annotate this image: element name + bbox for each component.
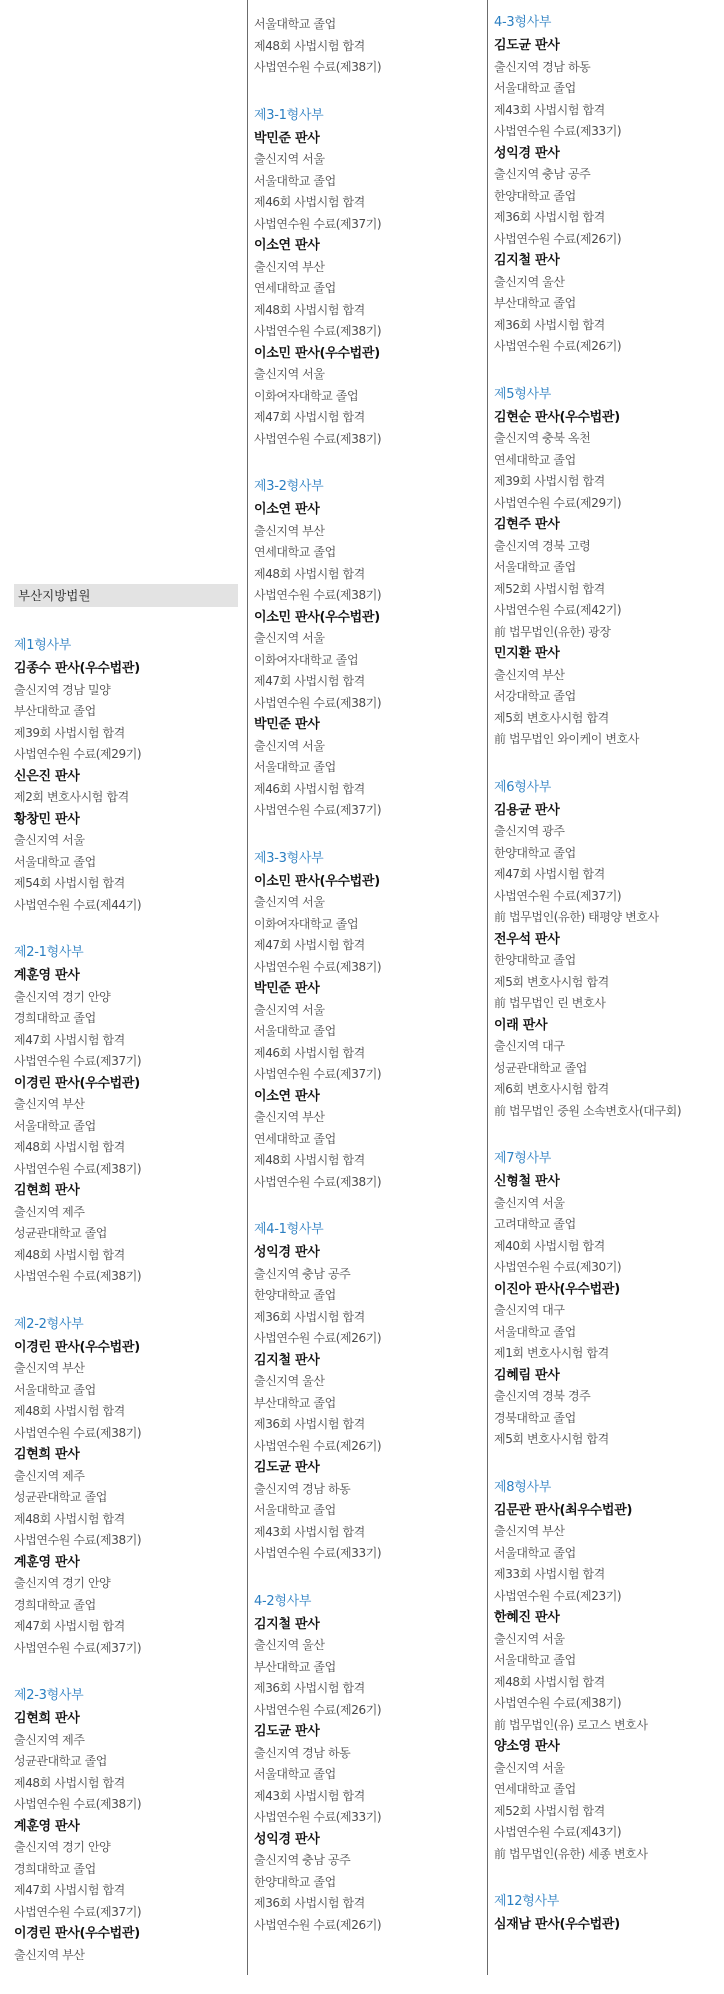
judge-detail: 제40회 사법시험 합격 <box>494 1238 605 1253</box>
division-block <box>494 1479 720 1866</box>
judge-detail: 사법연수원 수료(제38기) <box>254 1174 382 1189</box>
judge-detail: 출신지역 서울 <box>254 895 325 909</box>
judge-detail: 사법연수원 수료(제26기) <box>494 231 622 246</box>
judge-entry <box>254 1614 482 1722</box>
division-title: 제2-2형사부 <box>14 1316 84 1332</box>
division-block <box>14 637 238 916</box>
judge-detail: 출신지역 경남 하동 <box>254 1745 351 1760</box>
judge-detail: 前 법무법인 와이케이 변호사 <box>494 732 639 746</box>
judge-detail: 출신지역 서울 <box>254 738 325 753</box>
judge-entry <box>494 1736 720 1865</box>
judge-detail: 경희대학교 졸업 <box>14 1597 96 1612</box>
judge-entry <box>254 1829 482 1937</box>
judge-entry <box>254 714 482 822</box>
judge-detail: 출신지역 서울 <box>494 1195 565 1210</box>
judge-detail: 前 법무법인(유한) 광장 <box>494 624 611 639</box>
judge-detail: 사법연수원 수료(제38기) <box>14 1269 142 1283</box>
judge-entry <box>14 1073 238 1181</box>
judge-entry <box>254 499 482 607</box>
judge-detail: 출신지역 대구 <box>494 1039 565 1053</box>
judge-detail: 제47회 사법시험 합격 <box>14 1883 125 1897</box>
court-header: 부산지방법원 <box>14 584 238 607</box>
judge-detail: 이화여자대학교 졸업 <box>254 916 359 931</box>
judge-detail: 성균관대학교 졸업 <box>14 1226 107 1240</box>
judge-detail: 제6회 변호사시험 합격 <box>494 1082 609 1096</box>
judge-name: 김도균 판사 <box>254 1460 320 1475</box>
judge-detail: 출신지역 경남 하동 <box>494 59 591 74</box>
judge-detail: 사법연수원 수료(제33기) <box>254 1810 382 1824</box>
judge-detail: 사법연수원 수료(제29기) <box>494 495 622 510</box>
judge-name: 전우석 판사 <box>494 931 560 947</box>
judge-detail: 사법연수원 수료(제37기) <box>14 1640 142 1655</box>
judge-name: 이경린 판사(우수법관) <box>14 1926 140 1941</box>
judge-detail: 사법연수원 수료(제38기) <box>494 1696 622 1710</box>
judge-name: 이소민 판사(우수법관) <box>254 873 380 889</box>
judge-entry <box>494 1279 720 1365</box>
judge-name: 김도균 판사 <box>494 38 560 53</box>
judge-entry <box>494 514 720 643</box>
judge-detail: 사법연수원 수료(제38기) <box>254 588 382 602</box>
judge-detail: 제36회 사법시험 합격 <box>254 1309 365 1324</box>
judge-detail: 제48회 사법시험 합격 <box>14 1247 125 1262</box>
judge-detail: 제43회 사법시험 합격 <box>254 1524 365 1539</box>
division-title: 제12형사부 <box>494 1894 559 1909</box>
division-block <box>14 1316 238 1660</box>
judge-detail: 제48회 사법시험 합격 <box>254 566 365 581</box>
judge-detail: 출신지역 충남 공주 <box>254 1853 351 1867</box>
judge-name: 신형철 판사 <box>494 1174 560 1189</box>
judge-detail: 前 법무법인(유) 로고스 변호사 <box>494 1717 648 1732</box>
judge-detail: 출신지역 경기 안양 <box>14 1576 111 1590</box>
judge-entry <box>494 1171 720 1279</box>
judge-detail: 사법연수원 수료(제33기) <box>254 1546 382 1560</box>
judge-name: 김용균 판사 <box>494 802 560 818</box>
judge-detail: 서울대학교 졸업 <box>254 1024 336 1038</box>
judge-detail: 출신지역 서울 <box>254 367 325 381</box>
judge-detail: 출신지역 울산 <box>254 1374 325 1388</box>
judge-detail: 제5회 변호사시험 합격 <box>494 1432 609 1446</box>
judge-entry <box>254 978 482 1086</box>
judge-detail: 제1회 변호사시험 합격 <box>494 1346 609 1360</box>
judge-name: 김현희 판사 <box>14 1711 80 1726</box>
judge-name: 성익경 판사 <box>254 1831 320 1847</box>
division-block <box>254 850 482 1194</box>
judge-detail: 제46회 사법시험 합격 <box>254 1045 365 1060</box>
judge-detail: 출신지역 부산 <box>14 1097 85 1111</box>
division-title: 제4-1형사부 <box>254 1222 324 1237</box>
judge-entry <box>494 929 720 1015</box>
judge-name: 양소영 판사 <box>494 1739 560 1754</box>
judge-entry <box>14 965 238 1073</box>
judge-name: 박민준 판사 <box>254 130 320 146</box>
division-block <box>14 944 238 1288</box>
judge-detail: 출신지역 부산 <box>254 523 325 538</box>
judge-name: 민지환 판사 <box>494 646 560 661</box>
judge-detail: 사법연수원 수료(제26기) <box>494 339 622 353</box>
judge-detail: 前 법무법인(유한) 세종 변호사 <box>494 1846 648 1861</box>
judge-detail: 출신지역 경기 안양 <box>14 1840 111 1854</box>
division-title: 제3-3형사부 <box>254 850 324 866</box>
judge-detail: 제48회 사법시험 합격 <box>494 1674 605 1689</box>
judge-entry <box>254 128 482 236</box>
judge-detail: 서울대학교 졸업 <box>494 560 576 574</box>
judge-detail: 사법연수원 수료(제38기) <box>14 1533 142 1547</box>
division-block <box>14 1687 238 1966</box>
judge-detail: 서울대학교 졸업 <box>14 854 96 869</box>
judge-detail: 출신지역 경북 고령 <box>494 538 591 553</box>
judge-detail: 사법연수원 수료(제37기) <box>254 803 382 817</box>
judge-name: 심재남 판사(우수법관) <box>494 1917 620 1932</box>
judge-detail: 연세대학교 졸업 <box>254 281 336 295</box>
judge-name: 김현희 판사 <box>14 1183 80 1198</box>
judge-detail: 출신지역 제주 <box>14 1204 85 1219</box>
judge-detail: 사법연수원 수료(제38기) <box>14 1161 142 1176</box>
judge-detail: 제47회 사법시험 합격 <box>254 410 365 424</box>
judge-entry <box>494 1015 720 1123</box>
judge-detail: 출신지역 부산 <box>494 1524 565 1538</box>
judge-name: 김문관 판사(최우수법관) <box>494 1502 633 1518</box>
judge-detail: 사법연수원 수료(제38기) <box>14 1425 142 1440</box>
judge-detail: 출신지역 서울 <box>14 833 85 847</box>
judge-detail: 사법연수원 수료(제38기) <box>14 1797 142 1811</box>
judge-detail: 사법연수원 수료(제26기) <box>254 1438 382 1453</box>
judge-detail: 사법연수원 수료(제37기) <box>254 1067 382 1081</box>
judge-detail: 서울대학교 졸업 <box>494 1324 576 1339</box>
judge-detail: 제48회 사법시험 합격 <box>254 38 365 53</box>
judge-entry <box>254 343 482 451</box>
judge-entry <box>494 1500 720 1608</box>
judge-detail: 제36회 사법시험 합격 <box>254 1681 365 1695</box>
judge-detail: 출신지역 충남 공주 <box>254 1266 351 1281</box>
judge-detail: 사법연수원 수료(제23기) <box>494 1588 622 1603</box>
judge-detail: 부산대학교 졸업 <box>14 704 96 718</box>
judge-detail: 부산대학교 졸업 <box>254 1659 336 1674</box>
judge-detail: 사법연수원 수료(제38기) <box>254 431 382 446</box>
judge-name: 김종수 판사(우수법관) <box>14 661 140 676</box>
judge-detail: 경북대학교 졸업 <box>494 1410 576 1425</box>
division-block <box>254 107 482 451</box>
judge-detail: 제47회 사법시험 합격 <box>494 867 605 881</box>
judge-name: 신은진 판사 <box>14 768 80 784</box>
judge-entry <box>254 235 482 343</box>
judge-entry <box>14 1552 238 1660</box>
judge-detail: 前 법무법인 린 변호사 <box>494 996 606 1010</box>
judge-detail: 사법연수원 수료(제26기) <box>254 1917 382 1932</box>
division-block <box>494 1893 720 1936</box>
column-divider <box>247 0 248 1975</box>
judge-detail: 제36회 사법시험 합격 <box>254 1417 365 1431</box>
judge-entry <box>494 643 720 751</box>
division-block <box>494 1150 720 1451</box>
judge-name: 이소민 판사(우수법관) <box>254 609 380 625</box>
judge-detail: 성균관대학교 졸업 <box>14 1754 107 1768</box>
judge-detail: 사법연수원 수료(제38기) <box>254 695 382 710</box>
judge-name: 김지철 판사 <box>254 1616 320 1632</box>
division-block <box>254 14 482 79</box>
judge-detail: 출신지역 경남 하동 <box>254 1481 351 1496</box>
judge-name: 이경린 판사(우수법관) <box>14 1339 140 1355</box>
judge-detail: 前 법무법인(유한) 태평양 변호사 <box>494 910 659 924</box>
judge-detail: 서강대학교 졸업 <box>494 689 576 703</box>
judge-detail: 연세대학교 졸업 <box>254 545 336 559</box>
judge-detail: 제54회 사법시험 합격 <box>14 876 125 890</box>
judge-detail: 제47회 사법시험 합격 <box>14 1619 125 1633</box>
judge-name: 김지철 판사 <box>494 253 560 268</box>
judge-detail: 제47회 사법시험 합격 <box>14 1032 125 1047</box>
judge-detail: 출신지역 부산 <box>14 1361 85 1375</box>
judge-detail: 한양대학교 졸업 <box>254 1874 336 1889</box>
division-title: 제2-3형사부 <box>14 1688 84 1703</box>
judge-detail: 출신지역 부산 <box>14 1947 85 1962</box>
judge-detail: 한양대학교 졸업 <box>254 1288 336 1302</box>
column-2 <box>254 14 482 1964</box>
judge-entry <box>14 766 238 809</box>
judge-detail: 서울대학교 졸업 <box>494 81 576 95</box>
judge-entry <box>254 1721 482 1829</box>
column-3 <box>494 14 720 1964</box>
judge-detail: 제48회 사법시험 합격 <box>14 1775 125 1790</box>
judge-detail: 출신지역 경기 안양 <box>14 989 111 1004</box>
judge-name: 김도균 판사 <box>254 1724 320 1739</box>
judge-name: 이소연 판사 <box>254 238 320 253</box>
judge-entry <box>14 658 238 766</box>
judge-detail: 제48회 사법시험 합격 <box>14 1404 125 1418</box>
judge-name: 이소연 판사 <box>254 1088 320 1104</box>
judge-name: 김현순 판사(우수법관) <box>494 409 620 425</box>
division-block <box>494 779 720 1123</box>
judge-detail: 부산대학교 졸업 <box>494 296 576 310</box>
judge-detail: 출신지역 충북 옥천 <box>494 431 591 445</box>
judge-detail: 제43회 사법시험 합격 <box>254 1788 365 1803</box>
judge-entry <box>494 407 720 515</box>
column-1 <box>14 584 238 1994</box>
judge-detail: 출신지역 서울 <box>494 1631 565 1646</box>
judge-detail: 제48회 사법시험 합격 <box>14 1511 125 1526</box>
judge-entry <box>254 871 482 979</box>
judge-detail: 경희대학교 졸업 <box>14 1011 96 1025</box>
judge-detail: 성균관대학교 졸업 <box>494 1060 587 1075</box>
judge-detail: 출신지역 부산 <box>494 667 565 682</box>
judge-name: 이소연 판사 <box>254 502 320 517</box>
judge-entry <box>494 800 720 929</box>
judge-detail: 출신지역 부산 <box>254 1110 325 1124</box>
judge-detail: 사법연수원 수료(제37기) <box>254 216 382 231</box>
judge-detail: 서울대학교 졸업 <box>254 1767 336 1781</box>
judge-entry <box>14 1337 238 1445</box>
judge-detail: 제47회 사법시험 합격 <box>254 938 365 952</box>
judge-name: 계훈영 판사 <box>14 1554 80 1570</box>
judge-entry <box>14 809 238 917</box>
judge-name: 성익경 판사 <box>494 145 560 161</box>
judge-detail: 사법연수원 수료(제29기) <box>14 747 142 761</box>
judge-detail: 사법연수원 수료(제37기) <box>494 888 622 903</box>
judge-entry <box>254 1242 482 1350</box>
judge-detail: 출신지역 부산 <box>254 259 325 274</box>
judge-entry <box>494 1914 720 1936</box>
judge-detail: 경희대학교 졸업 <box>14 1861 96 1876</box>
judge-detail: 연세대학교 졸업 <box>494 452 576 467</box>
judge-detail: 제39회 사법시험 합격 <box>14 725 125 740</box>
division-title: 제6형사부 <box>494 779 552 795</box>
judge-entry <box>254 1086 482 1194</box>
judge-detail: 출신지역 서울 <box>254 1002 325 1017</box>
judge-detail: 출신지역 울산 <box>494 274 565 289</box>
division-block <box>494 386 720 751</box>
judge-name: 김현희 판사 <box>14 1447 80 1462</box>
judge-detail: 제39회 사법시험 합격 <box>494 474 605 488</box>
judge-detail: 사법연수원 수료(제26기) <box>254 1331 382 1345</box>
judge-detail: 한양대학교 졸업 <box>494 188 576 203</box>
column-divider <box>487 0 488 1975</box>
judge-name: 김혜림 판사 <box>494 1367 560 1383</box>
judge-detail: 사법연수원 수료(제43기) <box>494 1825 622 1839</box>
judge-detail: 前 법무법인 중원 소속변호사(대구회) <box>494 1103 682 1118</box>
judge-detail: 사법연수원 수료(제30기) <box>494 1260 622 1274</box>
division-title: 제7형사부 <box>494 1151 552 1166</box>
division-title: 제3-2형사부 <box>254 479 324 494</box>
judge-entry <box>254 1350 482 1458</box>
judge-detail: 성균관대학교 졸업 <box>14 1490 107 1504</box>
judge-detail: 제52회 사법시험 합격 <box>494 581 605 596</box>
judge-name: 황창민 판사 <box>14 811 80 827</box>
judge-entry <box>254 14 482 79</box>
judge-detail: 출신지역 경남 밀양 <box>14 682 111 697</box>
division-block <box>494 14 720 358</box>
judge-detail: 사법연수원 수료(제33기) <box>494 124 622 138</box>
judge-name: 성익경 판사 <box>254 1245 320 1260</box>
judge-detail: 출신지역 대구 <box>494 1303 565 1317</box>
judge-detail: 서울대학교 졸업 <box>494 1653 576 1667</box>
judge-entry <box>14 1444 238 1552</box>
judge-detail: 제33회 사법시험 합격 <box>494 1567 605 1581</box>
judge-detail: 출신지역 경북 경주 <box>494 1389 591 1403</box>
judge-detail: 한양대학교 졸업 <box>494 845 576 860</box>
judge-detail: 사법연수원 수료(제38기) <box>254 959 382 974</box>
division-title: 제2-1형사부 <box>14 945 84 960</box>
division-title: 제1형사부 <box>14 638 72 653</box>
judge-name: 박민준 판사 <box>254 717 320 732</box>
division-title: 4-2형사부 <box>254 1593 312 1609</box>
judge-detail: 서울대학교 졸업 <box>254 760 336 774</box>
judge-detail: 서울대학교 졸업 <box>254 17 336 31</box>
judge-detail: 고려대학교 졸업 <box>494 1217 576 1231</box>
judge-detail: 제36회 사법시험 합격 <box>254 1896 365 1910</box>
judge-detail: 출신지역 서울 <box>254 152 325 166</box>
judge-entry <box>14 1180 238 1288</box>
judge-name: 이래 판사 <box>494 1017 548 1033</box>
judge-name: 김현주 판사 <box>494 517 560 532</box>
judge-detail: 출신지역 울산 <box>254 1638 325 1652</box>
judge-entry <box>494 35 720 143</box>
judge-detail: 출신지역 제주 <box>14 1732 85 1747</box>
division-title: 제5형사부 <box>494 386 552 402</box>
judge-name: 이소민 판사(우수법관) <box>254 345 380 361</box>
judge-detail: 사법연수원 수료(제38기) <box>254 60 382 74</box>
judge-detail: 한양대학교 졸업 <box>494 953 576 967</box>
judge-detail: 출신지역 충남 공주 <box>494 167 591 181</box>
judge-name: 한혜진 판사 <box>494 1610 560 1625</box>
judge-detail: 출신지역 제주 <box>14 1468 85 1483</box>
judge-entry <box>14 1923 238 1966</box>
judge-detail: 제48회 사법시험 합격 <box>14 1140 125 1154</box>
division-block <box>254 1221 482 1565</box>
judge-detail: 제48회 사법시험 합격 <box>254 1153 365 1167</box>
judge-detail: 사법연수원 수료(제37기) <box>14 1054 142 1068</box>
division-block <box>254 1593 482 1937</box>
judge-detail: 제2회 변호사시험 합격 <box>14 790 129 804</box>
judge-detail: 제5회 변호사시험 합격 <box>494 710 609 725</box>
judge-name: 박민준 판사 <box>254 981 320 996</box>
judge-entry <box>14 1816 238 1924</box>
judge-name: 이경린 판사(우수법관) <box>14 1075 140 1091</box>
division-title: 4-3형사부 <box>494 15 552 30</box>
judge-entry <box>254 1457 482 1565</box>
judge-detail: 제36회 사법시험 합격 <box>494 210 605 224</box>
judge-detail: 이화여자대학교 졸업 <box>254 388 359 403</box>
judge-detail: 제46회 사법시험 합격 <box>254 781 365 796</box>
judge-detail: 사법연수원 수료(제42기) <box>494 603 622 617</box>
judge-detail: 연세대학교 졸업 <box>254 1131 336 1146</box>
judge-entry <box>494 1365 720 1451</box>
judge-detail: 제43회 사법시험 합격 <box>494 102 605 117</box>
judge-detail: 제46회 사법시험 합격 <box>254 195 365 209</box>
division-title: 제3-1형사부 <box>254 107 324 123</box>
judge-detail: 제36회 사법시험 합격 <box>494 317 605 332</box>
judge-entry <box>254 607 482 715</box>
judge-name: 계훈영 판사 <box>14 1818 80 1834</box>
judge-entry <box>494 1607 720 1736</box>
judge-detail: 사법연수원 수료(제37기) <box>14 1904 142 1919</box>
judge-detail: 출신지역 광주 <box>494 824 565 838</box>
judge-name: 김지철 판사 <box>254 1352 320 1368</box>
division-block <box>254 478 482 822</box>
judge-detail: 이화여자대학교 졸업 <box>254 652 359 667</box>
judge-entry <box>14 1708 238 1816</box>
judge-name: 이진아 판사(우수법관) <box>494 1281 620 1297</box>
judge-entry <box>494 250 720 358</box>
judge-detail: 제5회 변호사시험 합격 <box>494 974 609 989</box>
judge-detail: 부산대학교 졸업 <box>254 1395 336 1410</box>
judge-detail: 제48회 사법시험 합격 <box>254 302 365 317</box>
judge-detail: 출신지역 서울 <box>254 631 325 645</box>
judge-detail: 연세대학교 졸업 <box>494 1782 576 1796</box>
judge-detail: 사법연수원 수료(제26기) <box>254 1702 382 1717</box>
judge-detail: 서울대학교 졸업 <box>254 1503 336 1517</box>
judge-detail: 제52회 사법시험 합격 <box>494 1803 605 1818</box>
judge-name: 계훈영 판사 <box>14 968 80 983</box>
judge-detail: 서울대학교 졸업 <box>494 1545 576 1560</box>
judge-detail: 사법연수원 수료(제44기) <box>14 897 142 912</box>
judge-detail: 출신지역 서울 <box>494 1760 565 1775</box>
judge-entry <box>494 143 720 251</box>
division-title: 제8형사부 <box>494 1479 552 1495</box>
judge-detail: 제47회 사법시험 합격 <box>254 674 365 688</box>
judge-detail: 서울대학교 졸업 <box>254 173 336 188</box>
judge-detail: 사법연수원 수료(제38기) <box>254 324 382 338</box>
judge-detail: 서울대학교 졸업 <box>14 1382 96 1397</box>
judge-detail: 서울대학교 졸업 <box>14 1118 96 1133</box>
